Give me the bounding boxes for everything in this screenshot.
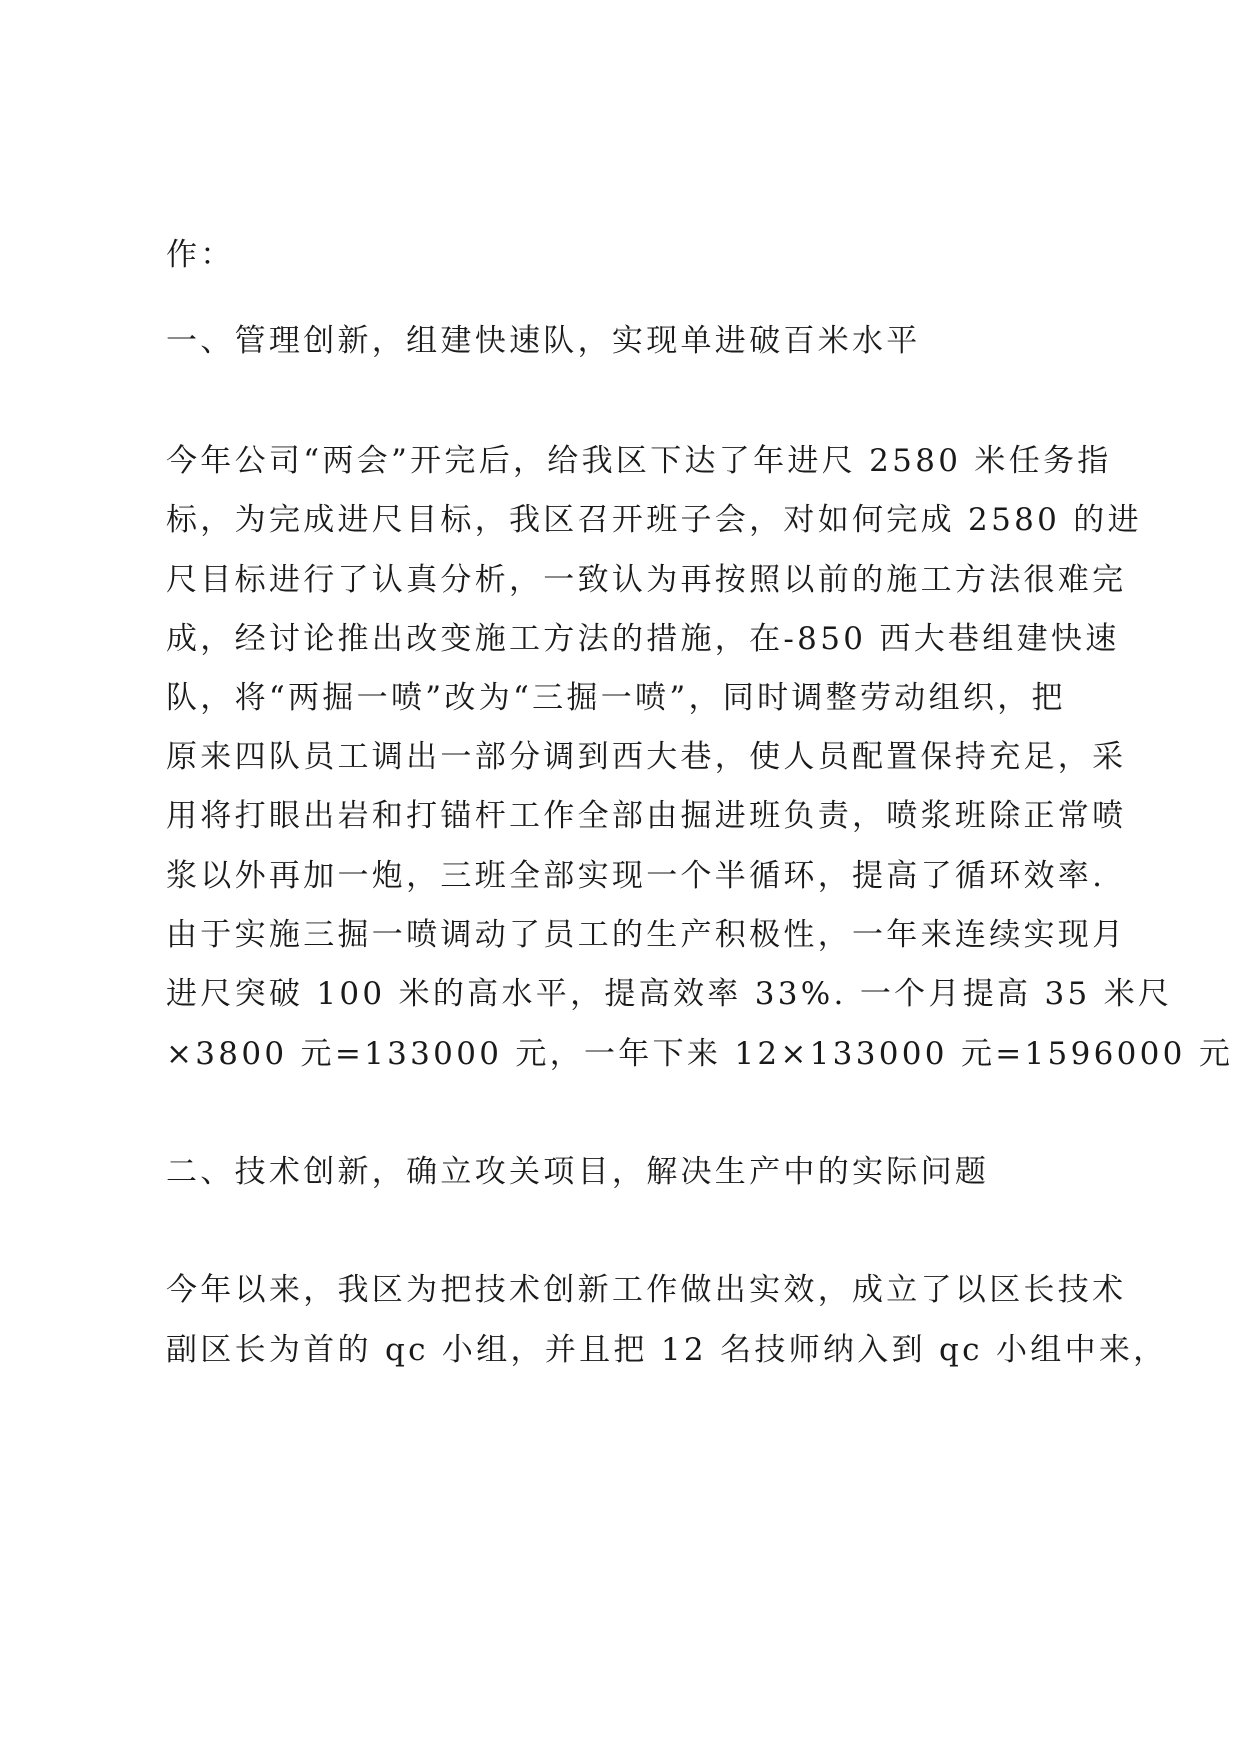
section-1-line: 原来四队员工调出一部分调到西大巷，使人员配置保持充足，采 [166,739,1127,775]
section-1-line: 由于实施三掘一喷调动了员工的生产积极性，一年来连续实现月 [166,917,1127,953]
section-1-heading: 一、管理创新，组建快速队，实现单进破百米水平 [166,323,921,359]
section-1-line: 成，经讨论推出改变施工方法的措施，在-850 西大巷组建快速 [166,621,1120,657]
section-2-heading: 二、技术创新，确立攻关项目，解决生产中的实际问题 [166,1154,990,1190]
section-2-line: 副区长为首的 qc 小组，并且把 12 名技师纳入到 qc 小组中来， [166,1332,1168,1368]
section-1-line: 今年公司“两会”开完后，给我区下达了年进尺 2580 米任务指 [166,443,1112,479]
section-1-line: 标，为完成进尺目标，我区召开班子会，对如何完成 2580 的进 [166,502,1142,538]
section-1-line: ×3800 元=133000 元，一年下来 12×133000 元=1596000 元 [166,1036,1234,1072]
section-1-line: 尺目标进行了认真分析，一致认为再按照以前的施工方法很难完 [166,562,1127,598]
section-1-line: 队，将“两掘一喷”改为“三掘一喷”，同时调整劳动组织，把 [166,680,1066,716]
intro-fragment: 作： [166,237,235,273]
section-1-line: 浆以外再加一炮，三班全部实现一个半循环，提高了循环效率. [166,858,1106,894]
section-2-line: 今年以来，我区为把技术创新工作做出实效，成立了以区长技术 [166,1272,1127,1308]
section-1-line: 用将打眼出岩和打锚杆工作全部由掘进班负责，喷浆班除正常喷 [166,798,1127,834]
section-1-line: 进尺突破 100 米的高水平，提高效率 33%. 一个月提高 35 米尺 [166,976,1173,1012]
